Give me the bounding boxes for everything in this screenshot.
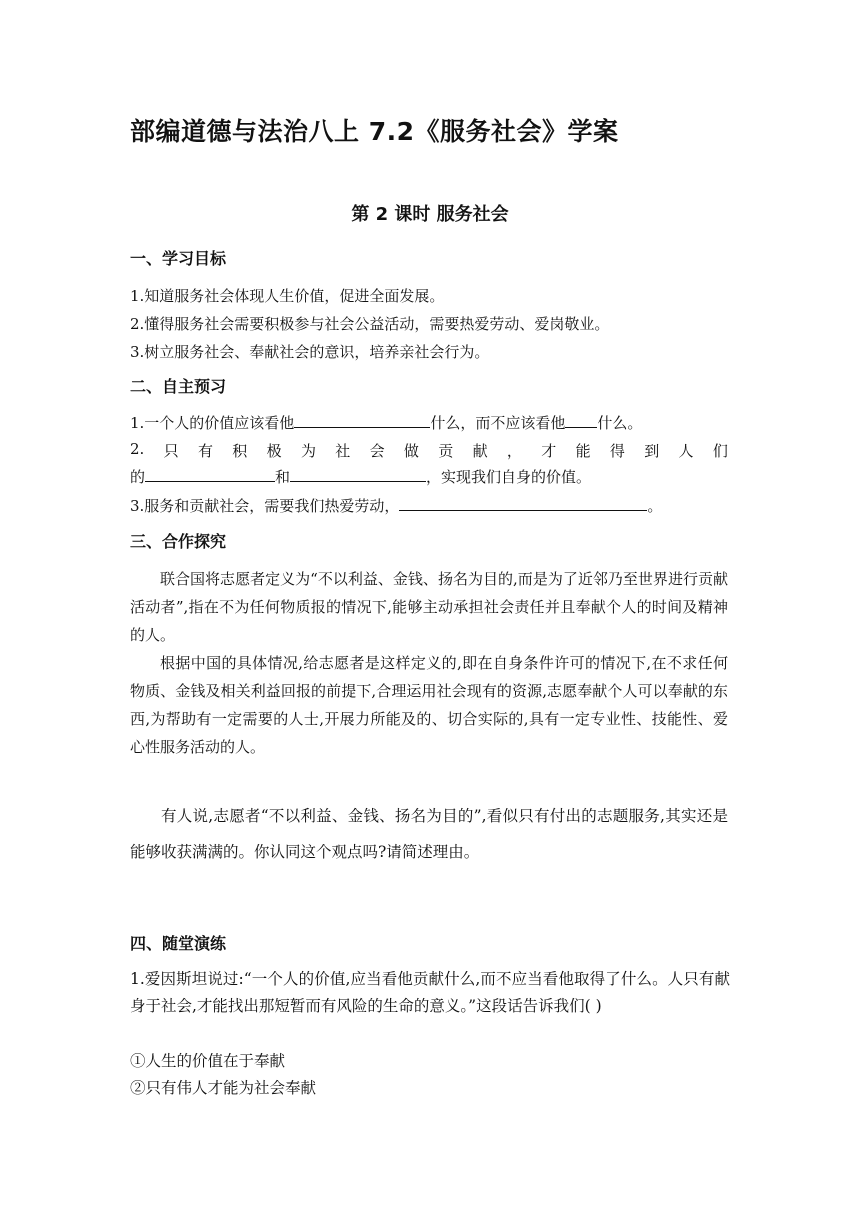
q2-char: 极 xyxy=(266,442,282,460)
q3-text-b: 。 xyxy=(647,497,663,515)
q2-char: 有 xyxy=(197,442,213,460)
q2-text-a: 的 xyxy=(130,468,146,486)
section-heading-explore: 三、合作探究 xyxy=(130,532,227,551)
q1-text-a: 1.一个人的价值应该看他 xyxy=(130,414,295,432)
q2-blank-2[interactable] xyxy=(290,480,426,482)
q2-char: 人 xyxy=(678,442,694,460)
q2-char: 才 xyxy=(541,442,557,460)
section-heading-practice: 四、随堂演练 xyxy=(130,934,227,953)
q1-text-c: 什么。 xyxy=(597,414,643,432)
preview-question-3 xyxy=(130,495,662,516)
q3-blank[interactable] xyxy=(399,509,647,511)
practice-question-1: 1.爱因斯坦说过:“一个人的价值,应当看他贡献什么,而不应当看他取得了什么。人只有献身于社会,才能找出那短暂而有风险的生命的意义。”这段话告诉我们( ) xyxy=(130,970,730,1015)
q2-char: 为 xyxy=(300,442,316,460)
q2-text-b: 和 xyxy=(275,468,291,486)
q2-char: 献 xyxy=(472,442,488,460)
q2-char: 2. xyxy=(130,440,145,458)
preview-question-2-line-2 xyxy=(130,466,591,487)
q2-char: 只 xyxy=(163,442,179,460)
q2-text-c: ，实现我们自身的价值。 xyxy=(426,468,592,486)
explore-paragraph-2: 根据中国的具体情况,给志愿者是这样定义的,即在自身条件许可的情况下,在不求任何物质、金钱及相关利益回报的前提下,合理运用社会现有的资源,志愿奉献个人可以奉献的东西,为帮助有一定需要的人士,开展力所能及的、切合实际的,具有一定专业性、技能性、爱心性服务活动的人。 xyxy=(130,654,728,756)
q2-char: 得 xyxy=(609,442,625,460)
q1-blank-1[interactable] xyxy=(294,426,430,428)
document-title: 部编道德与法治八上 7.2《服务社会》学案 xyxy=(130,117,619,146)
goal-item-2: 2.懂得服务社会需要积极参与社会公益活动，需要热爱劳动、爱岗敬业。 xyxy=(130,315,610,333)
q2-char: ， xyxy=(506,442,522,460)
q2-char: 会 xyxy=(369,442,385,460)
goal-item-3: 3.树立服务社会、奉献社会的意识，培养亲社会行为。 xyxy=(130,343,490,361)
section-heading-goals: 一、学习目标 xyxy=(130,249,227,268)
q2-char: 贡 xyxy=(438,442,454,460)
q2-char: 能 xyxy=(575,442,591,460)
q2-char: 积 xyxy=(232,442,248,460)
q1-blank-2[interactable] xyxy=(565,426,597,428)
practice-option-2: ②只有伟人才能为社会奉献 xyxy=(130,1079,317,1097)
q3-text-a: 3.服务和贡献社会，需要我们热爱劳动， xyxy=(130,497,400,515)
section-heading-preview: 二、自主预习 xyxy=(130,377,227,396)
q1-text-b: 什么，而不应该看他 xyxy=(430,414,566,432)
practice-option-1: ①人生的价值在于奉献 xyxy=(130,1052,286,1070)
q2-char: 们 xyxy=(712,442,728,460)
explore-paragraph-1: 联合国将志愿者定义为“不以利益、金钱、扬名为目的,而是为了近邻乃至世界进行贡献活动者”,指在不为任何物质报的情况下,能够主动承担社会责任并且奉献个人的时间及精神的人。 xyxy=(130,570,728,644)
explore-question: 有人说,志愿者“不以利益、金钱、扬名为目的”,看似只有付出的志题服务,其实还是能够收获满满的。你认同这个观点吗?请简述理由。 xyxy=(130,807,728,861)
goal-item-1: 1.知道服务社会体现人生价值，促进全面发展。 xyxy=(130,287,445,305)
q2-blank-1[interactable] xyxy=(145,480,275,482)
q2-char: 社 xyxy=(335,442,351,460)
preview-question-2-line-1 xyxy=(130,440,728,461)
q2-char: 做 xyxy=(403,442,419,460)
preview-question-1 xyxy=(130,412,642,433)
q2-char: 到 xyxy=(644,442,660,460)
lesson-subtitle: 第 2 课时 服务社会 xyxy=(351,204,509,225)
